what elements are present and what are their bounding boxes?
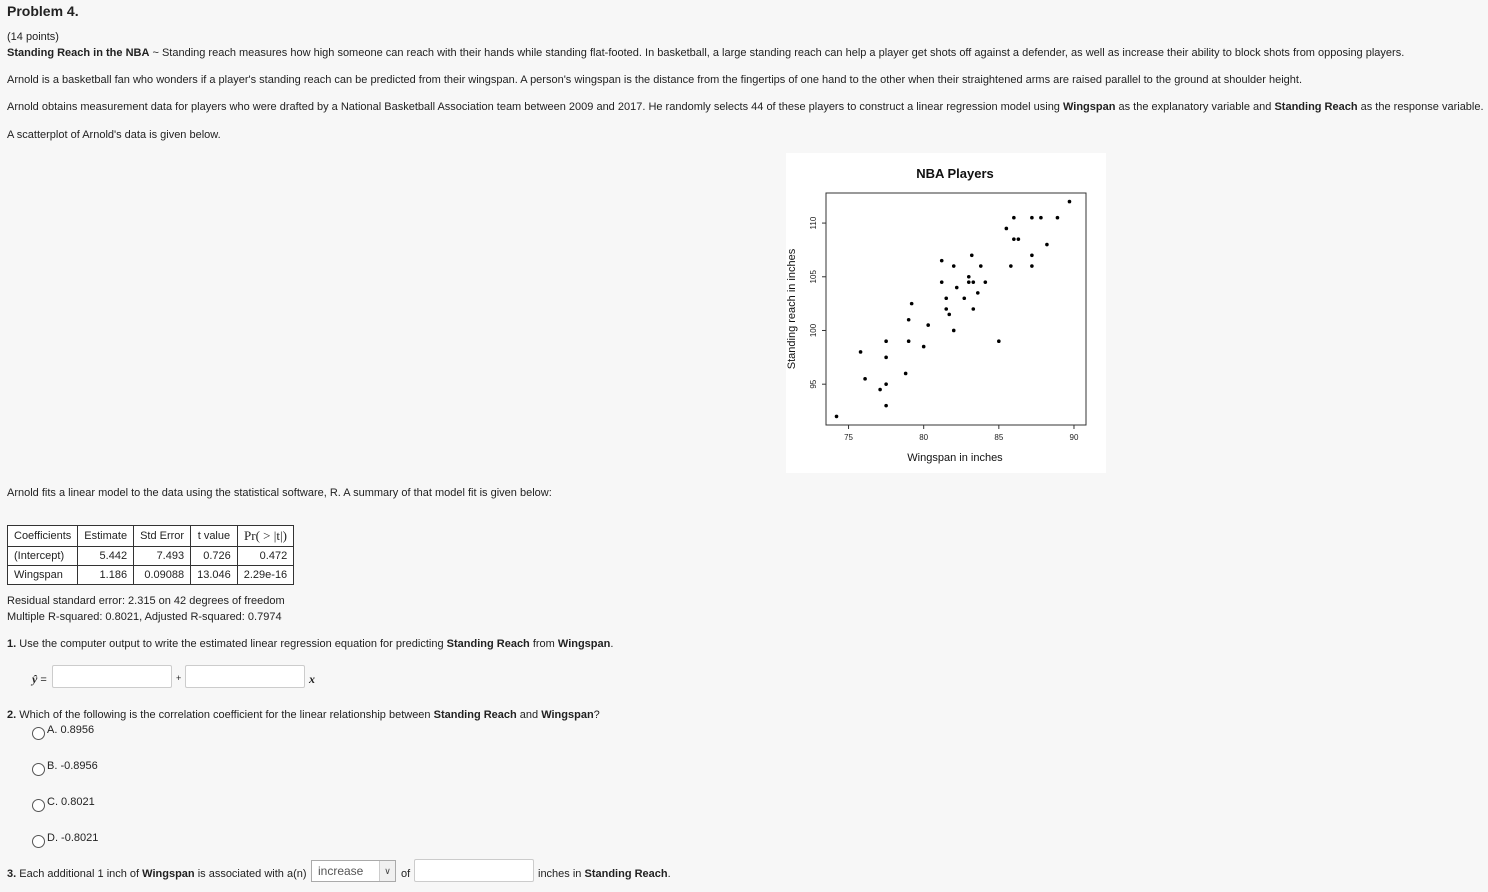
- option-d-label: D. -0.8021: [47, 832, 99, 844]
- data-point: [962, 296, 966, 300]
- cell-p-value: 2.29e-16: [237, 566, 293, 585]
- slope-input[interactable]: [185, 665, 305, 688]
- data-point: [1009, 264, 1013, 268]
- q3-text-a: Each additional 1 inch of: [16, 868, 143, 880]
- data-point: [1017, 237, 1021, 241]
- para3-text-a: Arnold obtains measurement data for players who were drafted by a National Basketball Association team between 2009 and 2017. He randomly selects 44 of these players to construct a linear regression model using: [7, 101, 1063, 113]
- paragraph-scatter-intro: A scatterplot of Arnold's data is given below.: [7, 129, 221, 141]
- equation-lhs: [32, 672, 47, 687]
- x-axis: [844, 425, 1079, 442]
- header-p-value: Pr( > |t|): [237, 526, 293, 547]
- q1-number: 1.: [7, 638, 17, 650]
- para3-wingspan: Wingspan: [1062, 101, 1116, 113]
- data-point: [952, 264, 956, 268]
- select-value: increase: [318, 864, 364, 878]
- para3-text-c: as the explanatory variable and: [1115, 101, 1275, 113]
- q3-text-d: inches in: [538, 868, 585, 880]
- data-point: [1039, 216, 1043, 220]
- x-tick-label: 90: [1069, 433, 1079, 442]
- residual-error-line: Residual standard error: 2.315 on 42 degrees of freedom: [7, 595, 285, 607]
- y-tick-label: 105: [809, 270, 818, 284]
- data-point: [884, 404, 888, 408]
- data-point: [884, 382, 888, 386]
- data-point: [967, 280, 971, 284]
- q2-text-c: and: [516, 709, 542, 721]
- q2-text-e: ?: [593, 709, 600, 721]
- y-axis-label: Standing reach in inches: [786, 248, 798, 370]
- data-point: [997, 339, 1001, 343]
- question-2: [7, 709, 600, 721]
- y-tick-label: 100: [809, 323, 818, 338]
- x-axis-label: Wingspan in inches: [907, 452, 1003, 464]
- data-point: [1030, 253, 1034, 257]
- x-tick-label: 85: [994, 433, 1004, 442]
- data-point: [979, 264, 983, 268]
- data-point: [971, 307, 975, 311]
- q2-text-a: Which of the following is the correlation coefficient for the linear relationship between: [16, 709, 434, 721]
- q3-tail: [538, 868, 671, 880]
- row-label: Wingspan: [8, 566, 78, 585]
- data-point: [984, 280, 988, 284]
- points-label: (14 points): [7, 31, 59, 43]
- para3-text-e: as the response variable.: [1357, 101, 1484, 113]
- data-point: [907, 339, 911, 343]
- amount-input[interactable]: [414, 859, 534, 882]
- table-header-row: [8, 526, 294, 547]
- data-point: [1012, 216, 1016, 220]
- data-point: [884, 339, 888, 343]
- q3-text-f: .: [667, 868, 671, 880]
- data-point: [1030, 216, 1034, 220]
- paragraph-data: [7, 101, 1484, 113]
- row-label: (Intercept): [8, 547, 78, 566]
- intercept-input[interactable]: [52, 665, 172, 688]
- data-point: [922, 345, 926, 349]
- option-d-radio[interactable]: [32, 835, 45, 848]
- y-tick-label: 95: [809, 379, 818, 389]
- data-point: [944, 296, 948, 300]
- data-point: [1030, 264, 1034, 268]
- option-b-radio[interactable]: [32, 763, 45, 776]
- header-estimate: Estimate: [78, 526, 134, 547]
- of-label: of: [401, 868, 411, 880]
- cell-estimate: 1.186: [78, 566, 134, 585]
- data-point: [835, 415, 839, 419]
- data-point: [1012, 237, 1016, 241]
- cell-t-value: 0.726: [191, 547, 238, 566]
- data-point: [970, 253, 974, 257]
- chevron-down-icon[interactable]: ∨: [379, 861, 395, 881]
- option-c-label: C. 0.8021: [47, 796, 95, 808]
- q3-number: 3.: [7, 868, 17, 880]
- q1-standing-reach: Standing Reach: [446, 638, 530, 650]
- intro-bold: Standing Reach in the NBA: [7, 47, 150, 59]
- q1-text-a: Use the computer output to write the estimated linear regression equation for predicting: [16, 638, 447, 650]
- data-point: [940, 280, 944, 284]
- y-tick-label: 110: [809, 216, 818, 230]
- data-point: [863, 377, 867, 381]
- data-point: [947, 313, 951, 317]
- r-squared-line: Multiple R-squared: 0.8021, Adjusted R-squared: 0.7974: [7, 611, 282, 623]
- table-row: [8, 547, 294, 566]
- plot-frame: [826, 193, 1086, 425]
- q1-text-c: from: [529, 638, 558, 650]
- paragraph-wingspan: Arnold is a basketball fan who wonders if a player's standing reach can be predicted from their wingspan. A person's wingspan is the distance from the fingertips of one hand to the other when their straightened arms are raised parallel to the ground at shoulder height.: [7, 74, 1303, 86]
- plus-sign: +: [176, 673, 182, 683]
- data-point: [940, 259, 944, 263]
- option-c-radio[interactable]: [32, 799, 45, 812]
- data-points: [835, 200, 1072, 418]
- data-point: [952, 329, 956, 333]
- data-point: [926, 323, 930, 327]
- chart-title: NBA Players: [916, 166, 994, 181]
- para3-standing-reach: Standing Reach: [1274, 101, 1358, 113]
- data-point: [910, 302, 914, 306]
- data-point: [878, 388, 882, 392]
- data-point: [1045, 243, 1049, 247]
- q3-text-c: is associated with a(n): [194, 868, 307, 880]
- x-symbol: x: [309, 672, 315, 686]
- cell-std-error: 0.09088: [134, 566, 191, 585]
- data-point: [904, 372, 908, 376]
- option-a-label: A. 0.8956: [47, 724, 95, 736]
- intro-text: ~ Standing reach measures how high someone can reach with their hands while standing flat-footed. In basketball, a large standing reach can help a player get shots off against a defender, as well as increase their ability to block shots from opposing players.: [149, 47, 1405, 59]
- data-point: [884, 356, 888, 360]
- direction-select[interactable]: [311, 860, 396, 882]
- q1-wingspan: Wingspan: [557, 638, 611, 650]
- cell-estimate: 5.442: [78, 547, 134, 566]
- equals-sign: =: [40, 674, 47, 686]
- data-point: [944, 307, 948, 311]
- data-point: [1068, 200, 1072, 204]
- question-3: [7, 868, 307, 880]
- header-std-error: Std Error: [134, 526, 191, 547]
- data-point: [907, 318, 911, 322]
- table-row: [8, 566, 294, 585]
- data-point: [955, 286, 959, 290]
- intro-paragraph: [7, 47, 1404, 59]
- coefficients-table: [7, 525, 294, 585]
- data-point: [976, 291, 980, 295]
- cell-std-error: 7.493: [134, 547, 191, 566]
- q1-text-e: .: [610, 638, 614, 650]
- data-point: [1056, 216, 1060, 220]
- header-t-value: t value: [191, 526, 238, 547]
- paragraph-model-fit: Arnold fits a linear model to the data using the statistical software, R. A summary of that model fit is given below:: [7, 487, 552, 499]
- data-point: [967, 275, 971, 279]
- y-axis: [809, 216, 826, 388]
- x-tick-label: 80: [919, 433, 929, 442]
- problem-title: Problem 4.: [7, 3, 79, 19]
- data-point: [1005, 227, 1009, 231]
- q2-standing-reach: Standing Reach: [433, 709, 517, 721]
- q2-wingspan: Wingspan: [541, 709, 594, 721]
- option-a-radio[interactable]: [32, 727, 45, 740]
- data-point: [859, 350, 863, 354]
- question-1: [7, 638, 613, 650]
- q3-wingspan: Wingspan: [142, 868, 195, 880]
- x-tick-label: 75: [844, 433, 853, 442]
- cell-t-value: 13.046: [191, 566, 238, 585]
- q3-standing-reach: Standing Reach: [584, 868, 668, 880]
- cell-p-value: 0.472: [237, 547, 293, 566]
- scatterplot: [786, 153, 1106, 473]
- data-point: [971, 280, 975, 284]
- option-b-label: B. -0.8956: [47, 760, 98, 772]
- q2-number: 2.: [7, 709, 17, 721]
- header-coefficients: Coefficients: [8, 526, 78, 547]
- y-hat-symbol: ŷ: [32, 672, 38, 686]
